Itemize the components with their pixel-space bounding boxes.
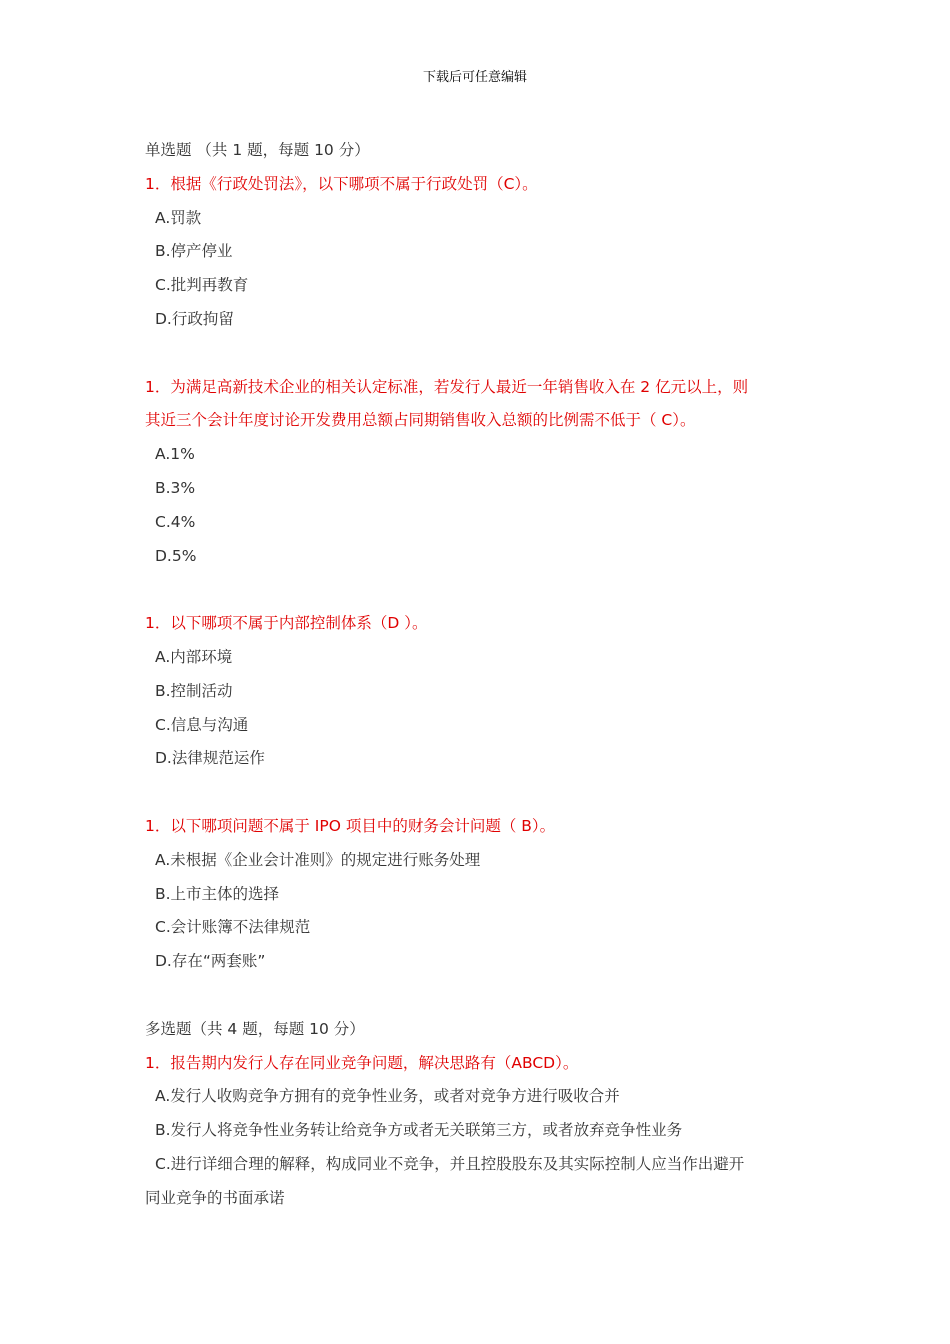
question-stem: 1．以下哪项不属于内部控制体系（D ）。 — [145, 614, 428, 633]
question-stem-line-2: 其近三个会计年度讨论开发费用总额占同期销售收入总额的比例需不低于（ C）。 — [145, 411, 696, 430]
option-a: A.罚款 — [155, 208, 202, 227]
question-stem: 1．根据《行政处罚法》，以下哪项不属于行政处罚（C）。 — [145, 174, 538, 193]
option-c: C.4% — [155, 512, 196, 531]
option-b: B.上市主体的选择 — [155, 884, 280, 903]
question-stem: 1．报告期内发行人存在同业竞争问题，解决思路有（ABCD）。 — [145, 1053, 579, 1072]
question-list — [145, 134, 805, 1216]
spacer — [145, 573, 805, 607]
option-a: A.未根据《企业会计准则》的规定进行账务处理 — [155, 850, 481, 869]
option-d: D.法律规范运作 — [155, 749, 265, 768]
option-b: B.发行人将竞争性业务转让给竞争方或者无关联第三方，或者放弃竞争性业务 — [155, 1121, 683, 1140]
option-c: C.批判再教育 — [155, 276, 249, 295]
option-c-line-1: C.进行详细合理的解释，构成同业不竞争，并且控股股东及其实际控制人应当作出避开 — [155, 1154, 745, 1173]
option-b: B.3% — [155, 478, 196, 497]
option-a: A.内部环境 — [155, 647, 233, 666]
single-choice-section-title: 单选题 （共 1 题，每题 10 分） — [145, 141, 370, 159]
option-c-line-2: 同业竞争的书面承诺 — [145, 1188, 285, 1207]
page-header: 下载后可任意编辑 — [422, 70, 527, 85]
option-a: A.1% — [155, 445, 195, 464]
question-stem-line-1: 1．为满足高新技术企业的相关认定标准，若发行人最近一年销售收入在 2 亿元以上，则 — [145, 377, 749, 396]
option-c: C.会计账簿不法律规范 — [155, 918, 311, 937]
option-d: D.5% — [155, 546, 197, 565]
spacer — [145, 776, 805, 810]
option-c: C.信息与沟通 — [155, 715, 249, 734]
multiple-choice-section-title: 多选题（共 4 题，每题 10 分） — [145, 1019, 365, 1038]
option-d: D.行政拘留 — [155, 309, 234, 328]
option-b: B.控制活动 — [155, 681, 233, 700]
spacer — [145, 979, 805, 1013]
option-a: A.发行人收购竞争方拥有的竞争性业务，或者对竞争方进行吸收合并 — [155, 1087, 620, 1106]
spacer — [145, 337, 805, 371]
option-b: B.停产停业 — [155, 242, 233, 261]
question-stem: 1．以下哪项问题不属于 IPO 项目中的财务会计问题（ B）。 — [145, 816, 556, 835]
option-d: D.存在“两套账” — [155, 952, 266, 971]
